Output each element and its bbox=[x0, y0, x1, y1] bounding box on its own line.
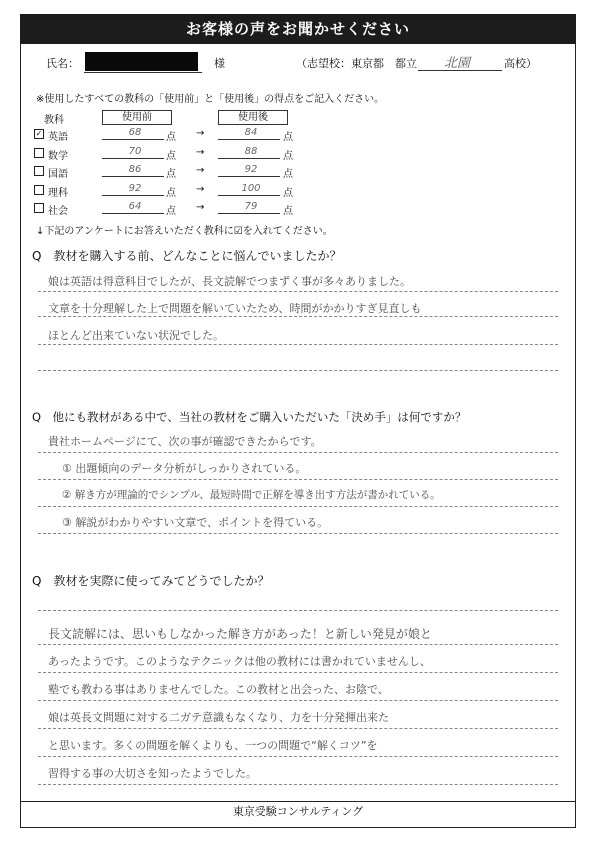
unit-label: 点 bbox=[283, 187, 293, 199]
answer-line bbox=[38, 610, 558, 611]
arrow-icon: → bbox=[196, 165, 205, 176]
after-underline bbox=[218, 176, 280, 177]
subject-checkbox[interactable] bbox=[34, 148, 44, 158]
unit-label: 点 bbox=[166, 169, 176, 180]
answer-line bbox=[38, 784, 558, 785]
answer-3-line-2: あったようです。このようなテクニックは他の教材には書かれていませんし、 bbox=[48, 655, 431, 668]
answer-line bbox=[38, 672, 558, 673]
school-suffix: 高校） bbox=[504, 57, 537, 70]
school-underline bbox=[418, 70, 502, 71]
score-after: 100 bbox=[241, 182, 261, 194]
unit-label: 点 bbox=[166, 187, 176, 199]
score-before: 86 bbox=[128, 164, 142, 175]
after-underline bbox=[218, 158, 280, 159]
score-after: 88 bbox=[244, 145, 258, 157]
subject-checkbox[interactable]: ✓ bbox=[35, 129, 43, 138]
score-before: 68 bbox=[128, 127, 142, 138]
answer-2-line-4: ③ 解説がわかりやすい文章で、ポイントを得ている。 bbox=[62, 516, 329, 529]
before-underline bbox=[102, 176, 164, 177]
school-value: 北園 bbox=[444, 56, 471, 71]
answer-line bbox=[38, 533, 558, 534]
score-after: 79 bbox=[244, 201, 258, 212]
answer-line bbox=[38, 506, 558, 507]
subject-header: 教科 bbox=[44, 115, 64, 126]
score-instruction: ※使用したすべての教科の「使用前」と「使用後」の得点をご記入ください。 bbox=[36, 94, 385, 105]
before-underline bbox=[102, 139, 164, 140]
score-before: 64 bbox=[128, 201, 142, 212]
arrow-icon: → bbox=[196, 202, 205, 213]
score-after: 92 bbox=[244, 164, 258, 175]
answer-2-line-2: ① 出題傾向のデータ分析がしっかりされている。 bbox=[62, 462, 307, 475]
page-title: お客様の声をお聞かせください bbox=[20, 14, 576, 44]
subject-checkbox[interactable] bbox=[34, 166, 44, 176]
subject-label: 数学 bbox=[48, 150, 68, 162]
name-label: 氏名： bbox=[46, 57, 79, 70]
question-1: Q 教材を購入する前、どんなことに悩んでいましたか？ bbox=[32, 249, 342, 263]
before-header: 使用前 bbox=[102, 110, 172, 125]
answer-line bbox=[38, 479, 558, 480]
answer-line bbox=[38, 291, 558, 292]
question-3: Q 教材を実際に使ってみてどうでしたか？ bbox=[32, 574, 270, 588]
arrow-icon: → bbox=[196, 128, 205, 139]
answer-2-line-3: ② 解き方が理論的でシンプル、最短時間で正解を導き出す方法が書かれている。 bbox=[62, 489, 441, 501]
answer-3-line-3: 塾でも教わる事はありませんでした。この教材と出会った、お陰で、 bbox=[48, 683, 389, 696]
after-underline bbox=[218, 213, 280, 214]
before-underline bbox=[102, 195, 164, 196]
answer-1-line-3: ほとんど出来ていない状況でした。 bbox=[48, 329, 224, 342]
unit-label: 点 bbox=[283, 169, 293, 180]
unit-label: 点 bbox=[283, 150, 293, 162]
subject-label: 社会 bbox=[48, 206, 68, 217]
after-underline bbox=[218, 195, 280, 196]
answer-2-line-1: 貴社ホームページにて、次の事が確認できたからです。 bbox=[48, 435, 322, 448]
answer-line bbox=[38, 644, 558, 645]
unit-label: 点 bbox=[283, 132, 293, 143]
answer-3-line-4: 娘は英長文問題に対する二ガテ意識もなくなり、力を十分発揮出来た bbox=[48, 711, 389, 724]
after-underline bbox=[218, 139, 280, 140]
unit-label: 点 bbox=[166, 150, 176, 162]
arrow-icon: → bbox=[196, 146, 205, 158]
after-header: 使用後 bbox=[218, 110, 288, 125]
arrow-icon: → bbox=[196, 183, 205, 195]
answer-1-line-2: 文章を十分理解した上で問題を解いていたため、時間がかかりすぎ見直しも bbox=[48, 302, 422, 315]
redacted-name bbox=[85, 52, 198, 71]
answer-3-line-1: 長文読解には、思いもしなかった解き方があった！と新しい発見が娘と bbox=[48, 627, 432, 641]
footer-company: 東京受験コンサルティング bbox=[232, 805, 364, 818]
answer-line bbox=[38, 316, 558, 317]
answer-line bbox=[38, 344, 558, 345]
subject-check-instruction: ↓下記のアンケートにお答えいただく教科に☑を入れてください。 bbox=[36, 226, 333, 237]
unit-label: 点 bbox=[166, 206, 176, 217]
subject-label: 理科 bbox=[48, 187, 68, 199]
answer-3-line-6: 習得する事の大切さを知ったようでした。 bbox=[48, 767, 257, 780]
question-2: Q 他にも教材がある中で、当社の教材をご購入いただいた「決め手」は何ですか？ bbox=[32, 410, 467, 424]
subject-label: 英語 bbox=[48, 132, 68, 143]
score-before: 92 bbox=[128, 182, 142, 194]
school-prefix: （志望校：東京都 都立 bbox=[296, 57, 417, 70]
score-after: 84 bbox=[244, 127, 258, 138]
name-suffix: 様 bbox=[214, 57, 225, 70]
before-underline bbox=[102, 213, 164, 214]
answer-line bbox=[38, 452, 558, 453]
subject-checkbox[interactable] bbox=[34, 203, 44, 213]
score-before: 70 bbox=[128, 145, 142, 157]
subject-label: 国語 bbox=[48, 169, 68, 180]
answer-1-line-1: 娘は英語は得意科目でしたが、長文読解でつまずく事が多々ありました。 bbox=[48, 275, 411, 288]
name-underline bbox=[84, 72, 202, 73]
unit-label: 点 bbox=[283, 206, 293, 217]
unit-label: 点 bbox=[166, 132, 176, 143]
answer-3-line-5: と思います。多くの問題を解くよりも、一つの問題で“解くコツ”を bbox=[48, 739, 378, 752]
answer-line bbox=[38, 756, 558, 757]
answer-line bbox=[38, 370, 558, 371]
answer-line bbox=[38, 700, 558, 701]
footer-divider bbox=[20, 801, 576, 802]
before-underline bbox=[102, 158, 164, 159]
answer-line bbox=[38, 728, 558, 729]
subject-checkbox[interactable] bbox=[34, 185, 44, 195]
